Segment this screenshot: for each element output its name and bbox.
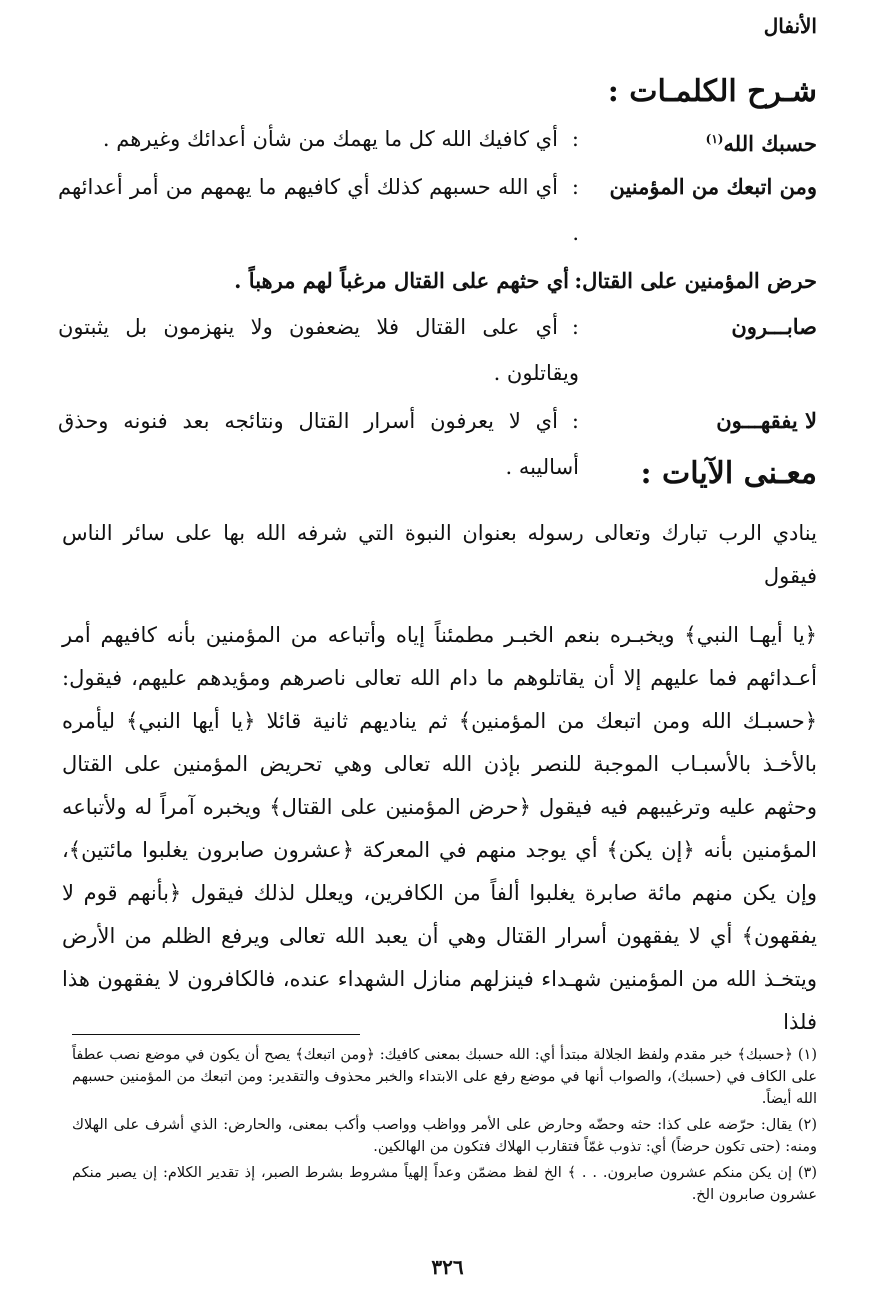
vocab-term: ومن اتبعك من المؤمنين	[609, 174, 817, 199]
vocab-row	[58, 116, 817, 162]
vocab-term: حرض المؤمنين على القتال:	[574, 268, 817, 293]
footnote: (٣) إن يكن منكم عشرون صابرون. . . ﴾ الخ لفظ مضمّن وعداً إلهياً مشروط بشرط الصبر، إذ تقدير الكلام: إن يصبر منكم عشرون صابرون الخ.	[72, 1165, 817, 1203]
vocab-definition: :أي لا يعرفون أسرار القتال ونتائجه بعد فنونه وحذق أساليبه .	[58, 409, 579, 479]
meaning-body	[62, 512, 817, 1044]
footnotes	[72, 1044, 817, 1210]
running-head: الأنفال	[763, 14, 817, 38]
footnote-mark: (١)	[705, 132, 724, 146]
page-number: ٣٢٦	[431, 1255, 464, 1279]
meaning-paragraph: ﴿يا أيهـا النبي﴾ ويخبـره بنعم الخبـر مطمئناً إياه وأتباعه من المؤمنين بأنه كافيهم أمر أعـدائهم فما عليهم إلا أن يقاتلوهم ما دام الله تعالى ناصرهم ومؤيدهم عليهم، فيقول: ﴿حسبـك الله ومن اتبعك من المؤمنين﴾ ثم يناديهم ثانية قائلا ﴿يا أيها النبي﴾ ليأمره بالأخـذ بالأسبـاب الموجبة للنصر بإذن الله تعالى وهي تحريض المؤمنين على القتال وحثهم عليه وترغيبهم فيه فيقول ﴿حرض المؤمنين على القتال﴾ ويخبره آمراً له ولأتباعه المؤمنين بأنه ﴿إن يكن﴾ أي يوجد منهم في المعركة ﴿عشرون صابرون يغلبوا مائتين﴾، وإن يكن منهم مائة صابرة يغلبوا ألفاً من الكافرين، ويعلل لذلك فيقول ﴿بأنهم قوم لا يفقهون﴾ أي لا يفقهون أسرار القتال وهي أن يعبد الله تعالى ويرفع الظلم من الأرض ويتخـذ الله من المؤمنين شهـداء فينزلهم منازل الشهداء عنده، فالكافرون لا يفقهون هذا فلذا	[62, 623, 818, 1034]
vocab-definition: :أي على القتال فلا يضعفون ولا ينهزمون بل يثبتون ويقاتلون .	[58, 315, 579, 385]
vocab-term: لا يفقهـــون	[716, 408, 817, 433]
vocab-row	[58, 304, 817, 396]
vocab-definition: :أي كافيك الله كل ما يهمك من شأن أعدائك وغيرهم .	[102, 127, 579, 151]
meaning-paragraph: ينادي الرب تبارك وتعالى رسوله بعنوان النبوة التي شرفه الله بها على سائر الناس فيقول	[62, 521, 817, 588]
meaning-heading: معـنى الآيات :	[640, 456, 817, 491]
vocab-definition: أي حثهم على القتال مرغباً لهم مرهباً .	[234, 268, 569, 293]
footnote-divider	[72, 1034, 360, 1035]
vocab-definition: :أي الله حسبهم كذلك أي كافيهم ما يهمهم من أمر أعدائهم .	[58, 175, 579, 245]
footnote: (١) ﴿حسبك﴾ خبر مقدم ولفظ الجلالة مبتدأ أي: الله حسبك بمعنى كافيك: ﴿ومن اتبعك﴾ يصح أن يكون في موضع نصب عطفاً على الكاف في (حسبك)، والصواب أنها في موضع رفع على الابتداء والخبر محذوف والتقدير: ومن اتبعك من المؤمنين حسبهم الله أيضاً.	[72, 1047, 817, 1107]
vocab-term: صابـــرون	[731, 314, 817, 339]
vocab-row	[58, 258, 817, 304]
vocab-row	[58, 164, 817, 256]
footnote: (٢) يقال: حرّضه على كذا: حثه وحضّه وحارض على الأمر وواظب وواصب وأكب بمعنى، والحارض: الذي أشرف على الهلاك ومنه: (حتى تكون حرضاً) أي: تذوب غمّاً فتقارب الهلاك فتكون من الهالكين.	[72, 1117, 817, 1155]
vocab-term: حسبك الله$^{(١)}$	[705, 131, 817, 156]
vocab-heading: شـرح الكلمـات :	[607, 74, 817, 109]
